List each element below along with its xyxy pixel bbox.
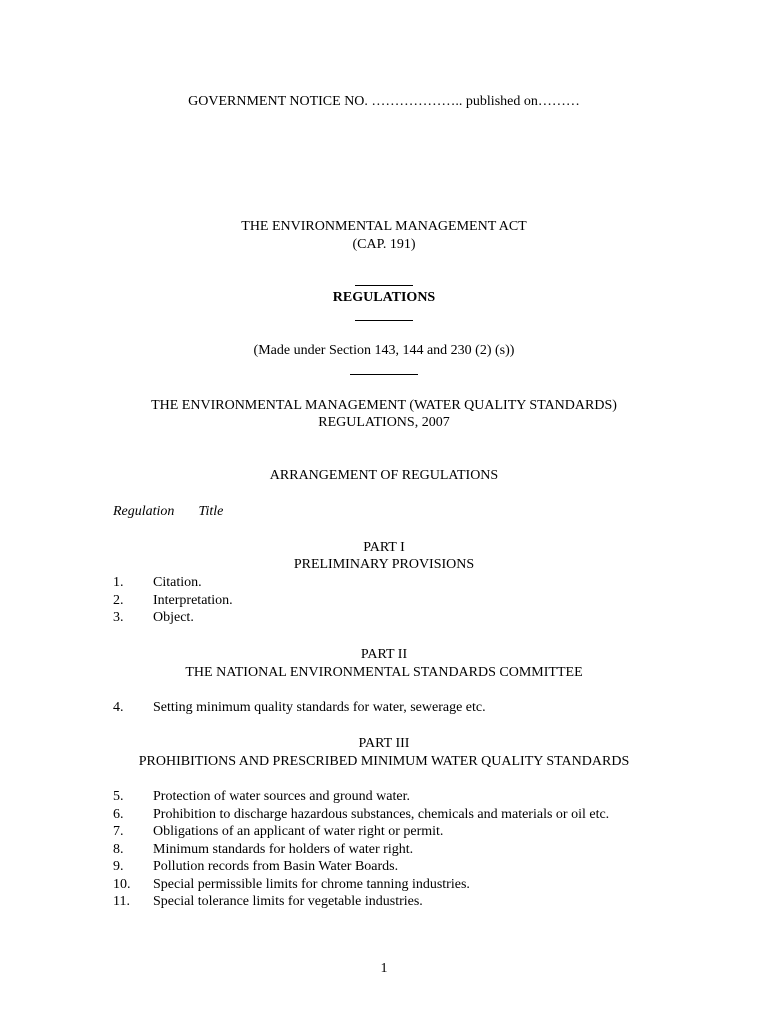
regulation-number: 5. bbox=[113, 789, 124, 804]
regulation-title: Special tolerance limits for vegetable industries. bbox=[153, 894, 423, 909]
part-3-title: PROHIBITIONS AND PRESCRIBED MINIMUM WATER QUALITY STANDARDS bbox=[138, 754, 630, 769]
part-2-list bbox=[113, 699, 486, 717]
column-header-title: Title bbox=[198, 504, 224, 519]
regulation-title: Interpretation. bbox=[153, 592, 233, 608]
regulation-number: 6. bbox=[113, 806, 124, 822]
list-item bbox=[113, 893, 609, 911]
regulation-title: Object. bbox=[153, 610, 194, 625]
regulation-number: 2. bbox=[113, 592, 124, 608]
government-notice-line: GOVERNMENT NOTICE NO. ……………….. published on……… bbox=[188, 94, 580, 109]
regulation-title: Pollution records from Basin Water Boards. bbox=[153, 859, 399, 874]
list-item bbox=[113, 788, 609, 806]
part-2-label: PART II bbox=[360, 647, 408, 662]
regulations-title-line1: THE ENVIRONMENTAL MANAGEMENT (WATER QUALITY STANDARDS) bbox=[151, 398, 617, 413]
part-3-list bbox=[113, 788, 609, 911]
regulations-heading: REGULATIONS bbox=[332, 290, 436, 305]
regulation-title: Prohibition to discharge hazardous substances, chemicals and materials or oil etc. bbox=[153, 806, 610, 822]
list-item bbox=[113, 699, 486, 717]
regulation-number: 9. bbox=[113, 859, 124, 874]
regulation-number: 11. bbox=[113, 894, 130, 909]
regulation-number: 3. bbox=[113, 610, 124, 625]
regulation-number: 1. bbox=[113, 575, 124, 590]
regulation-title: Citation. bbox=[153, 575, 202, 590]
list-item bbox=[113, 574, 233, 592]
list-item bbox=[113, 823, 609, 841]
list-item bbox=[113, 806, 609, 824]
regulation-number: 7. bbox=[113, 824, 124, 839]
act-cap: (CAP. 191) bbox=[352, 237, 416, 252]
act-title: THE ENVIRONMENTAL MANAGEMENT ACT bbox=[241, 219, 527, 234]
regulation-title: Setting minimum quality standards for water, sewerage etc. bbox=[153, 700, 486, 715]
regulation-title: Protection of water sources and ground water. bbox=[153, 789, 410, 804]
list-item bbox=[113, 592, 233, 610]
rule-above-regulations bbox=[355, 285, 413, 286]
regulation-title: Special permissible limits for chrome tanning industries. bbox=[153, 876, 470, 892]
regulation-number: 8. bbox=[113, 841, 124, 857]
regulation-title: Obligations of an applicant of water right or permit. bbox=[153, 824, 444, 839]
list-item bbox=[113, 876, 609, 894]
part-1-list bbox=[113, 574, 233, 627]
part-2-title: THE NATIONAL ENVIRONMENTAL STANDARDS COMMITTEE bbox=[185, 665, 583, 680]
regulations-title-line2: REGULATIONS, 2007 bbox=[318, 415, 450, 430]
regulation-number: 10. bbox=[113, 876, 131, 892]
part-3-label: PART III bbox=[358, 736, 410, 751]
column-headers bbox=[113, 503, 223, 520]
rule-below-regulations bbox=[355, 320, 413, 321]
arrangement-heading: ARRANGEMENT OF REGULATIONS bbox=[269, 468, 499, 483]
page-number: 1 bbox=[380, 961, 388, 976]
regulation-title: Minimum standards for holders of water right. bbox=[153, 841, 414, 857]
part-1-label: PART I bbox=[363, 540, 405, 555]
column-header-regulation: Regulation bbox=[113, 504, 175, 519]
list-item bbox=[113, 841, 609, 859]
list-item bbox=[113, 609, 233, 627]
part-1-title: PRELIMINARY PROVISIONS bbox=[293, 557, 475, 572]
rule-below-made-under bbox=[350, 374, 418, 375]
list-item bbox=[113, 858, 609, 876]
made-under-note: (Made under Section 143, 144 and 230 (2) (s)) bbox=[253, 343, 515, 358]
regulation-number: 4. bbox=[113, 700, 124, 715]
